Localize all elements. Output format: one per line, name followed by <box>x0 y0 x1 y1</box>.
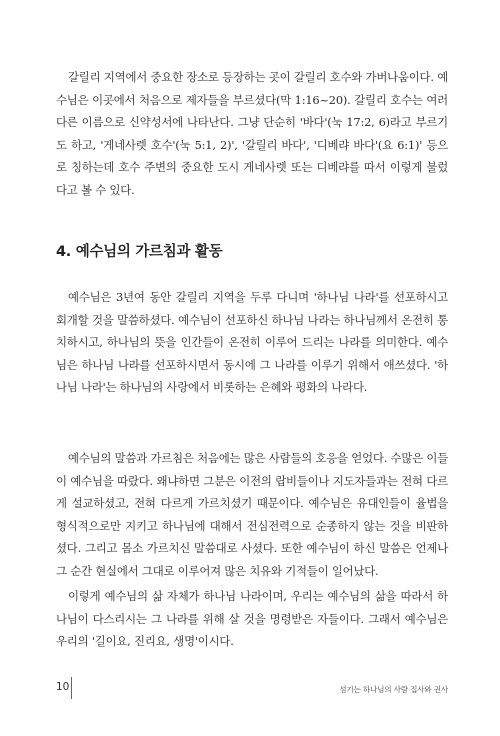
page-number: 10 <box>56 681 70 693</box>
paragraph-life: 이렇게 예수님의 삶 자체가 하나님 나라이며, 우리는 예수님의 삶을 따라서 하나님이 다스리시는 그 나라를 위해 살 것을 명령받은 자들이다. 그래서 예수님은 우리의 '길이요, 진리요, 생명'이시다. <box>56 589 448 648</box>
paragraph-kingdom-of-god: 예수님은 3년여 동안 갈릴리 지역을 두루 다니며 '하나님 나라'를 선포하시고 회개할 것을 말씀하셨다. 예수님이 선포하신 하나님 나라는 하나님께서 온전히 통치하시고, 하나님의 뜻을 인간들이 온전히 이루어 드리는 나라를 의미한다. 예수님은 하나님 나라를 선포하시면서 동시에 그 나라를 이루기 위해서 애쓰셨다. '하나님 나라'는 하나님의 사랑에서 비롯하는 은혜와 평화의 나라다. <box>56 290 448 394</box>
footer-divider <box>71 677 72 699</box>
section-heading: 4. 예수님의 가르침과 활동 <box>56 244 223 260</box>
paragraph-teaching: 예수님의 말씀과 가르침은 처음에는 많은 사람들의 호응을 얻었다. 수많은 이들이 예수님을 따랐다. 왜냐하면 그분은 이전의 랍비들이나 지도자들과는 전혀 다르게 설교하셨고, 전혀 다르게 가르치셨기 때문이다. 예수님은 유대인들이 율법을 형식적으로만 지키고 하나님에 대해서 전심전력으로 순종하지 않는 것을 비판하셨다. 그리고 몸소 가르치신 말씀대로 사셨다. 또한 예수님이 하신 말씀은 언제나 그 순간 현실에서 그대로 이루어져 많은 치유와 기적들이 일어났다. <box>56 451 448 578</box>
paragraph-galilee: 갈릴리 지역에서 중요한 장소로 등장하는 곳이 갈릴리 호수와 가버나움이다. 예수님은 이곳에서 처음으로 제자들을 부르셨다(막 1:16~20). 갈릴리 호수는 여러 다른 이름으로 신약성서에 나타난다. 그냥 단순히 '바다'(눅 17:2, 6)라고 부르기도 하고, '게네사렛 호수'(눅 5:1, 2)', '갈릴리 바다', '디베랴 바다'(요 6:1)' 등으로 칭하는데 호수 주변의 중요한 도시 게네사렛 또는 디베랴를 따서 이렇게 불렀다고 볼 수 있다. <box>56 70 448 197</box>
running-footer-title: 섬기는 하나님의 사람 집사와 권사 <box>339 685 448 694</box>
